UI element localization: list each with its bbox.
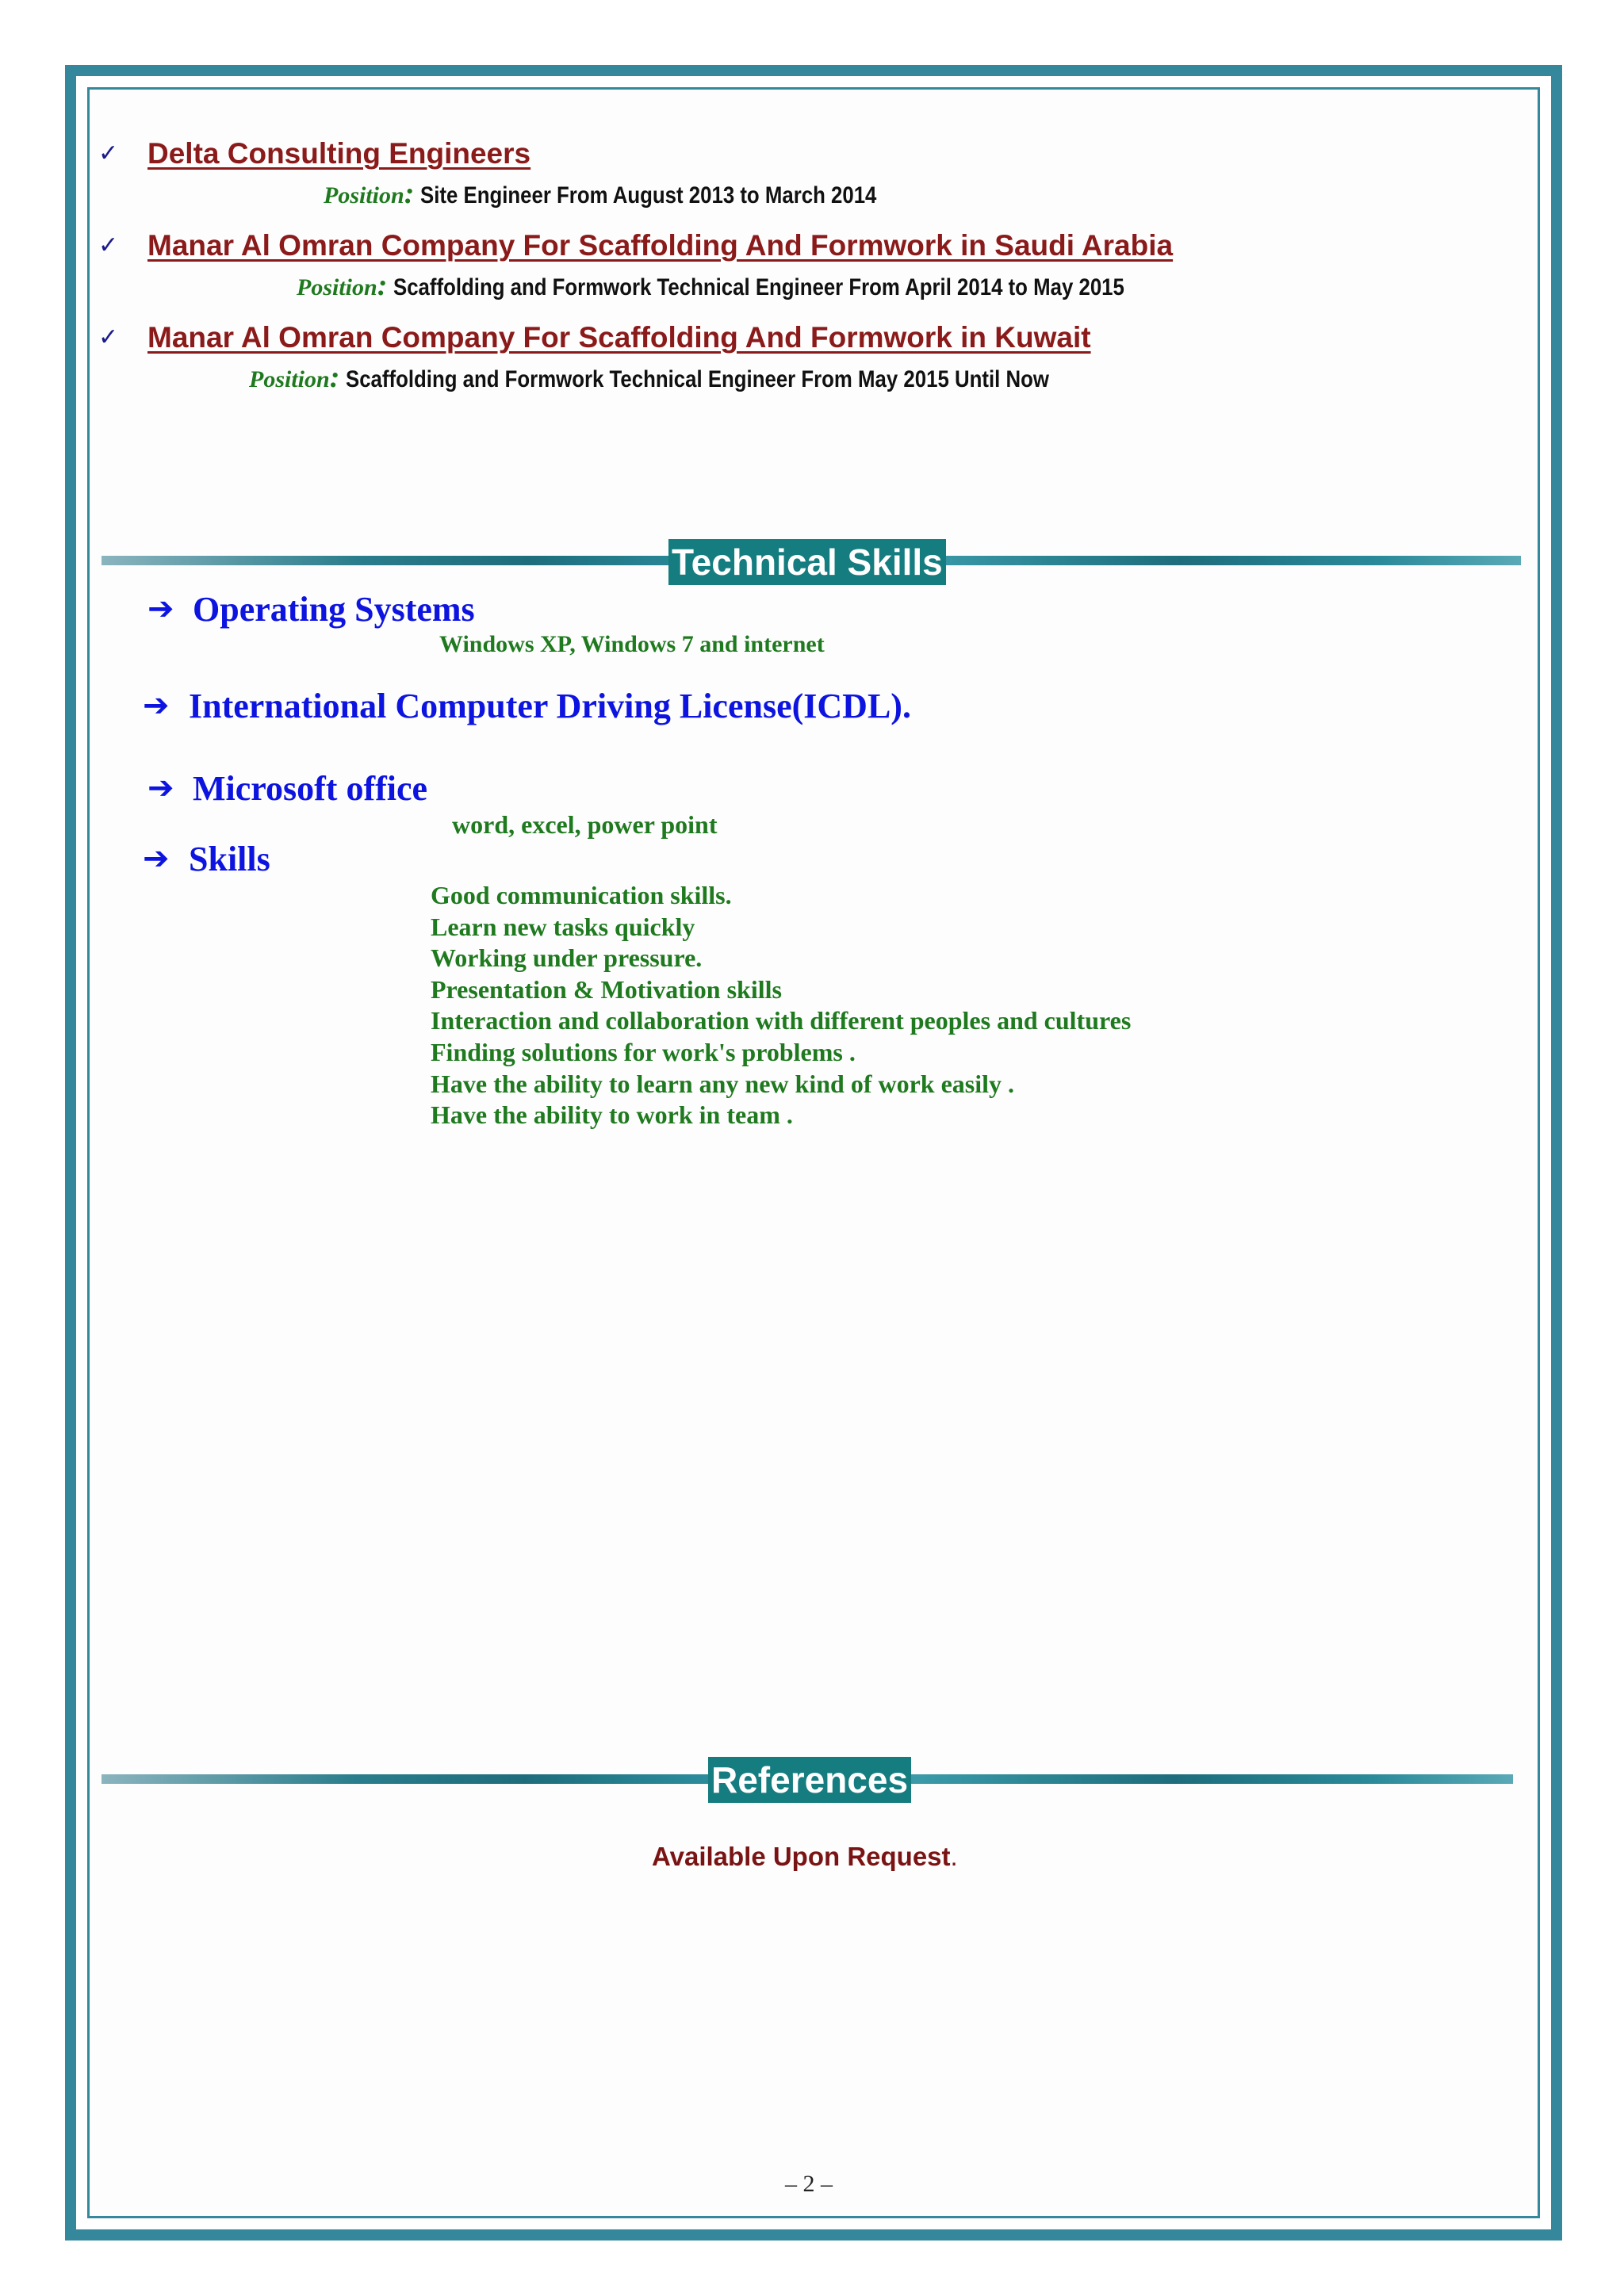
check-icon: ✓ [98,323,119,351]
arrow-right-icon: ➔ [147,770,174,806]
company-name: Manar Al Omran Company For Scaffolding And Formwork in Saudi Arabia [147,229,1174,262]
check-icon: ✓ [98,232,119,259]
section-title-technical-skills: Technical Skills [668,539,946,585]
list-item: Interaction and collaboration with different peoples and cultures [431,1006,1132,1035]
skill-detail: Windows XP, Windows 7 and internet [439,631,825,657]
position-text: Scaffolding and Formwork Technical Engineer From April 2014 to May 2015 [393,274,1124,300]
company-name: Delta Consulting Engineers [147,137,531,170]
references-availability: Available Upon Request [652,1842,951,1871]
colon-icon: : [404,177,415,210]
arrow-right-icon: ➔ [147,591,174,627]
list-item: Working under pressure. [431,943,703,973]
list-item: Have the ability to learn any new kind of work easily . [431,1069,1015,1098]
arrow-right-icon: ➔ [143,687,170,724]
position-label: Position [297,274,377,300]
list-item: Have the ability to work in team . [431,1100,793,1130]
references-period: . [950,1842,958,1871]
list-item: Finding solutions for work's problems . [431,1037,856,1066]
position-line [324,176,951,211]
colon-icon: : [329,361,340,394]
section-title-references: References [708,1757,911,1803]
list-item: Good communication skills. [431,881,732,909]
position-label: Position [324,182,404,209]
page-inner-frame [87,87,1540,2218]
position-label: Position [249,366,330,392]
arrow-right-icon: ➔ [143,840,170,877]
skill-heading: International Computer Driving License(ICDL). [189,687,911,725]
position-text: Scaffolding and Formwork Technical Engineer From May 2015 Until Now [345,366,1049,392]
page-number: – 2 – [785,2171,833,2197]
colon-icon: : [377,269,388,302]
skill-heading: Microsoft office [193,769,428,808]
references-text [652,1842,958,1872]
position-line [249,360,1163,395]
skill-heading: Skills [189,840,270,878]
check-icon: ✓ [98,140,119,167]
position-text: Site Engineer From August 2013 to March 2014 [419,182,877,209]
position-line [297,268,1243,303]
list-item: Learn new tasks quickly [431,912,695,941]
company-name: Manar Al Omran Company For Scaffolding And Formwork in Kuwait [147,321,1091,354]
skill-detail: word, excel, power point [452,810,718,839]
skill-heading: Operating Systems [193,590,475,629]
list-item: Presentation & Motivation skills [431,974,782,1004]
skills-list [431,880,1131,1131]
